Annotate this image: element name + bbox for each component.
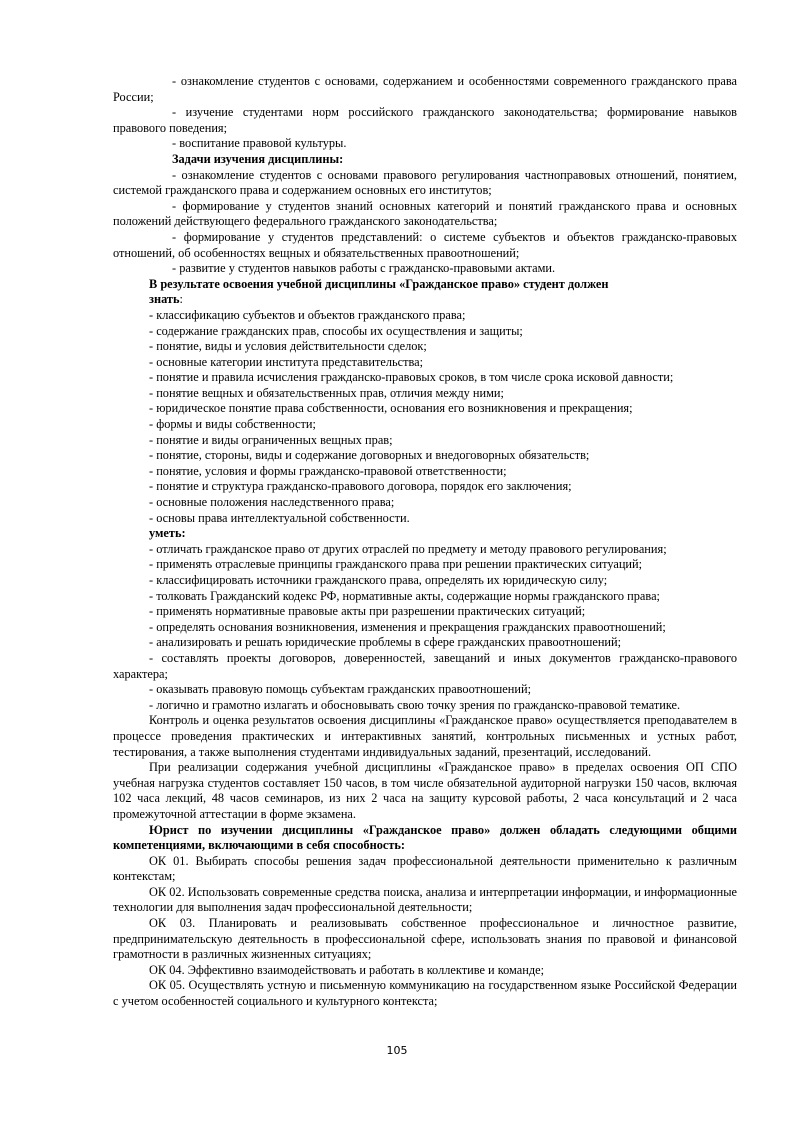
can-item: - логично и грамотно излагать и обосновывать свою точку зрения по гражданско-правовой тематике. <box>149 697 681 712</box>
can-item: - применять нормативные правовые акты при разрешении практических ситуаций; <box>149 604 586 619</box>
know-item: - формы и виды собственности; <box>149 417 316 432</box>
know-item: - понятие и структура гражданско-правового договора, порядок его заключения; <box>149 479 572 494</box>
document-page <box>113 74 737 1010</box>
goal-item: - ознакомление студентов с основами, содержанием и особенностями современного гражданского права России; <box>113 74 737 104</box>
know-item: - основные категории института представительства; <box>149 354 424 369</box>
goal-item: - воспитание правовой культуры. <box>172 136 347 151</box>
know-item: - юридическое понятие права собственности, основания его возникновения и прекращения; <box>149 401 633 416</box>
tasks-heading: Задачи изучения дисциплины: <box>172 151 344 166</box>
know-item: - классификацию субъектов и объектов гражданского права; <box>149 307 466 322</box>
can-label: уметь: <box>149 526 186 541</box>
can-item: - применять отраслевые принципы гражданского права при решении практических ситуаций; <box>149 557 643 572</box>
know-item: - понятие, стороны, виды и содержание договорных и внедоговорных обязательств; <box>149 448 590 463</box>
know-item: - основные положения наследственного права; <box>149 495 395 510</box>
competence-item: ОК 03. Планировать и реализовывать собственное профессиональное и личностное развитие, предпринимательскую деятельность в профессиональной сфере, использовать знания по правовой и финансовой грамотности в различных жизненных ситуациях; <box>113 916 737 962</box>
competence-item: ОК 05. Осуществлять устную и письменную коммуникацию на государственном языке Российской Федерации с учетом особенностей социального и культурного контекста; <box>113 978 737 1009</box>
task-item: - развитие у студентов навыков работы с гражданско-правовыми актами. <box>172 261 556 276</box>
goal-item: - изучение студентами норм российского гражданского законодательства; формирование навыков правового поведения; <box>113 105 737 135</box>
can-item: - отличать гражданское право от других отраслей по предмету и методу правового регулирования; <box>149 541 667 556</box>
competence-item: ОК 02. Использовать современные средства поиска, анализа и интерпретации информации, и информационные технологии для выполнения задач профессиональной деятельности; <box>113 884 737 915</box>
competence-heading: Юрист по изучении дисциплины «Гражданское право» должен обладать следующими общими компетенциями, включающими в себя способность: <box>113 822 737 853</box>
can-item: - оказывать правовую помощь субъектам гражданских правоотношений; <box>149 682 532 697</box>
know-item: - понятие и виды ограниченных вещных прав; <box>149 432 393 447</box>
page-number: 105 <box>386 1044 408 1057</box>
know-item: - основы права интеллектуальной собственности. <box>149 510 410 525</box>
competence-item: ОК 04. Эффективно взаимодействовать и работать в коллективе и команде; <box>149 962 545 977</box>
can-item: - анализировать и решать юридические проблемы в сфере гражданских правоотношений; <box>149 635 622 650</box>
know-item: - понятие, виды и условия действительности сделок; <box>149 339 427 354</box>
know-item: - понятие и правила исчисления гражданско-правовых сроков, в том числе срока исковой давности; <box>149 370 674 385</box>
know-item: - понятие, условия и формы гражданско-правовой ответственности; <box>149 463 507 478</box>
task-item: - формирование у студентов знаний основных категорий и понятий гражданского права и основных положений действующего федерального гражданского законодательства; <box>113 198 737 229</box>
can-item: - толковать Гражданский кодекс РФ, нормативные акты, содержащие нормы гражданского права; <box>149 588 660 603</box>
know-item: - понятие вещных и обязательственных прав, отличия между ними; <box>149 385 504 400</box>
result-heading: В результате освоения учебной дисциплины «Гражданское право» студент должен <box>149 276 609 291</box>
know-item: - содержание гражданских прав, способы их осуществления и защиты; <box>149 323 523 338</box>
task-item: - формирование у студентов представлений: о системе субъектов и объектов гражданско-правовых отношений, об особенностях вещных и обязательственных правоотношений; <box>113 229 737 260</box>
can-item: - классифицировать источники гражданского права, определять их юридическую силу; <box>149 573 608 587</box>
competence-item: ОК 01. Выбирать способы решения задач профессиональной деятельности применительно к различным контекстам; <box>113 853 737 884</box>
know-label: знать: <box>149 292 183 307</box>
can-item: - определять основания возникновения, изменения и прекращения гражданских правоотношений; <box>149 619 666 634</box>
load-paragraph: При реализации содержания учебной дисциплины «Гражданское право» в пределах освоения ОП СПО учебная нагрузка студентов составляет 150 часов, в том числе обязательной аудиторной нагрузки 150 часов, включая 102 часа лекций, 48 часов семинаров, из них 2 часа на защиту курсовой работы, 2 часа консультаций и 2 часа промежуточной аттестации в форме экзамена. <box>113 760 737 821</box>
task-item: - ознакомление студентов с основами правового регулирования частноправовых отношений, понятием, системой гражданского права и содержанием основных его институтов; <box>113 167 737 198</box>
can-item: - составлять проекты договоров, доверенностей, завещаний и иных документов гражданско-правового характера; <box>113 650 737 681</box>
control-paragraph: Контроль и оценка результатов освоения дисциплины «Гражданское право» осуществляется преподавателем в процессе проведения практических и интерактивных занятий, контрольных письменных и устных работ, тестирования, а также выполнения студентами индивидуальных заданий, презентаций, исследований. <box>113 713 737 759</box>
